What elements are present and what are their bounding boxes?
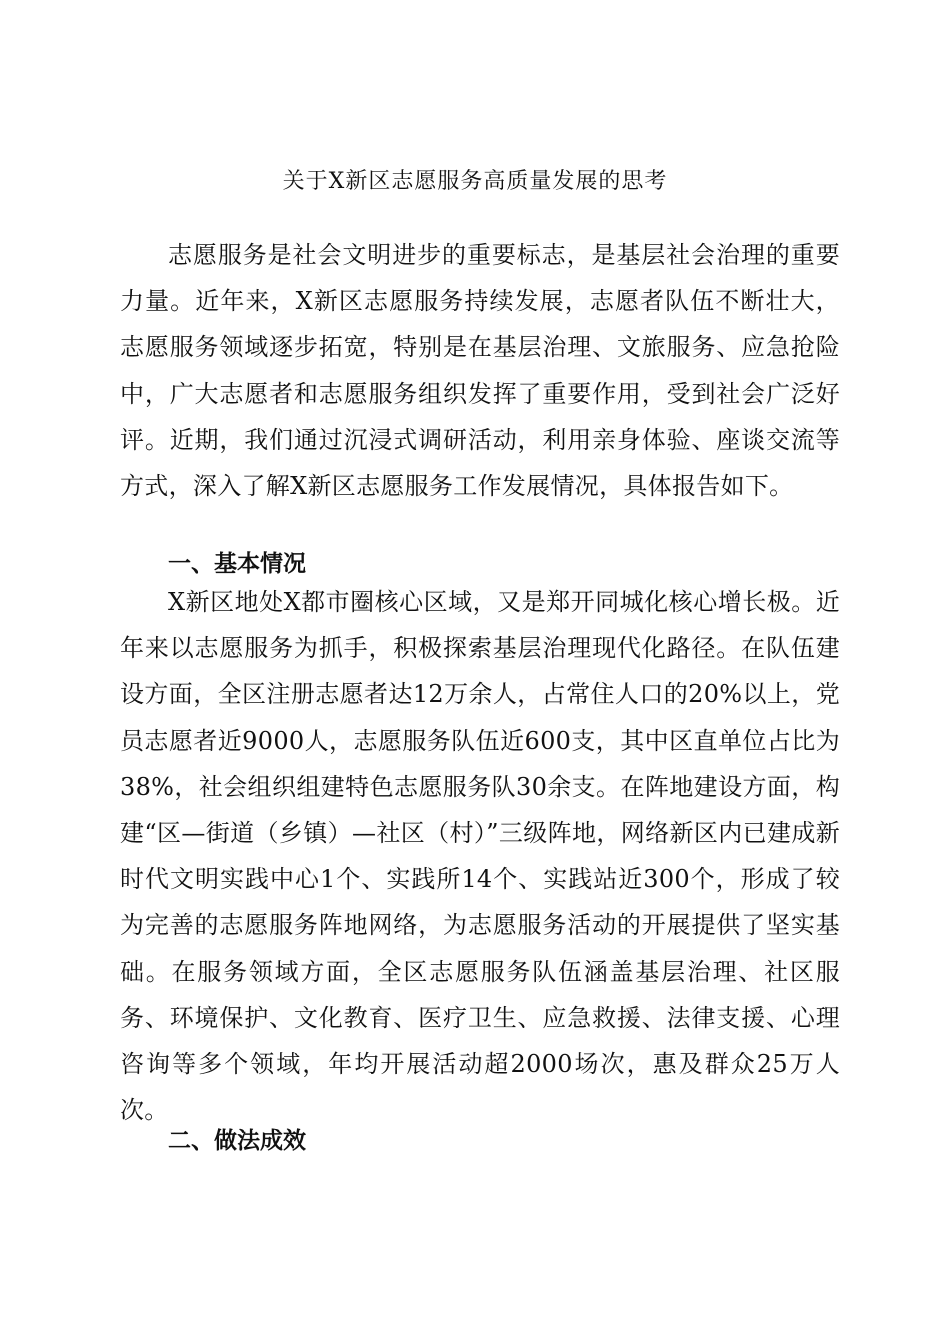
basic-situation-paragraph: X新区地处X都市圈核心区域，又是郑开同城化核心增长极。近年来以志愿服务为抓手，积极探索基层治理现代化路径。在队伍建设方面，全区注册志愿者达12万余人，占常住人口的20%以上，党员志愿者近9000人，志愿服务队伍近600支，其中区直单位占比为38%，社会组织组建特色志愿服务队30余支。在阵地建设方面，构建“区—街道（乡镇）—社区（村）”三级阵地，网络新区内已建成新时代文明实践中心1个、实践所14个、实践站近300个，形成了较为完善的志愿服务阵地网络，为志愿服务活动的开展提供了坚实基础。在服务领域方面，全区志愿服务队伍涵盖基层治理、社区服务、环境保护、文化教育、医疗卫生、应急救援、法律支援、心理咨询等多个领域，年均开展活动超2000场次，惠及群众25万人次。 — [120, 588, 840, 1125]
section-heading-practices-results: 二、做法成效 — [168, 1128, 306, 1154]
intro-paragraph: 志愿服务是社会文明进步的重要标志，是基层社会治理的重要力量。近年来，X新区志愿服务持续发展，志愿者队伍不断壮大，志愿服务领域逐步拓宽，特别是在基层治理、文旅服务、应急抢险中，广大志愿者和志愿服务组织发挥了重要作用，受到社会广泛好评。近期，我们通过沉浸式调研活动，利用亲身体验、座谈交流等方式，深入了解X新区志愿服务工作发展情况，具体报告如下。 — [120, 241, 840, 501]
section-heading-basic-situation: 一、基本情况 — [168, 551, 306, 577]
document-title: 关于X新区志愿服务高质量发展的思考 — [282, 169, 668, 194]
